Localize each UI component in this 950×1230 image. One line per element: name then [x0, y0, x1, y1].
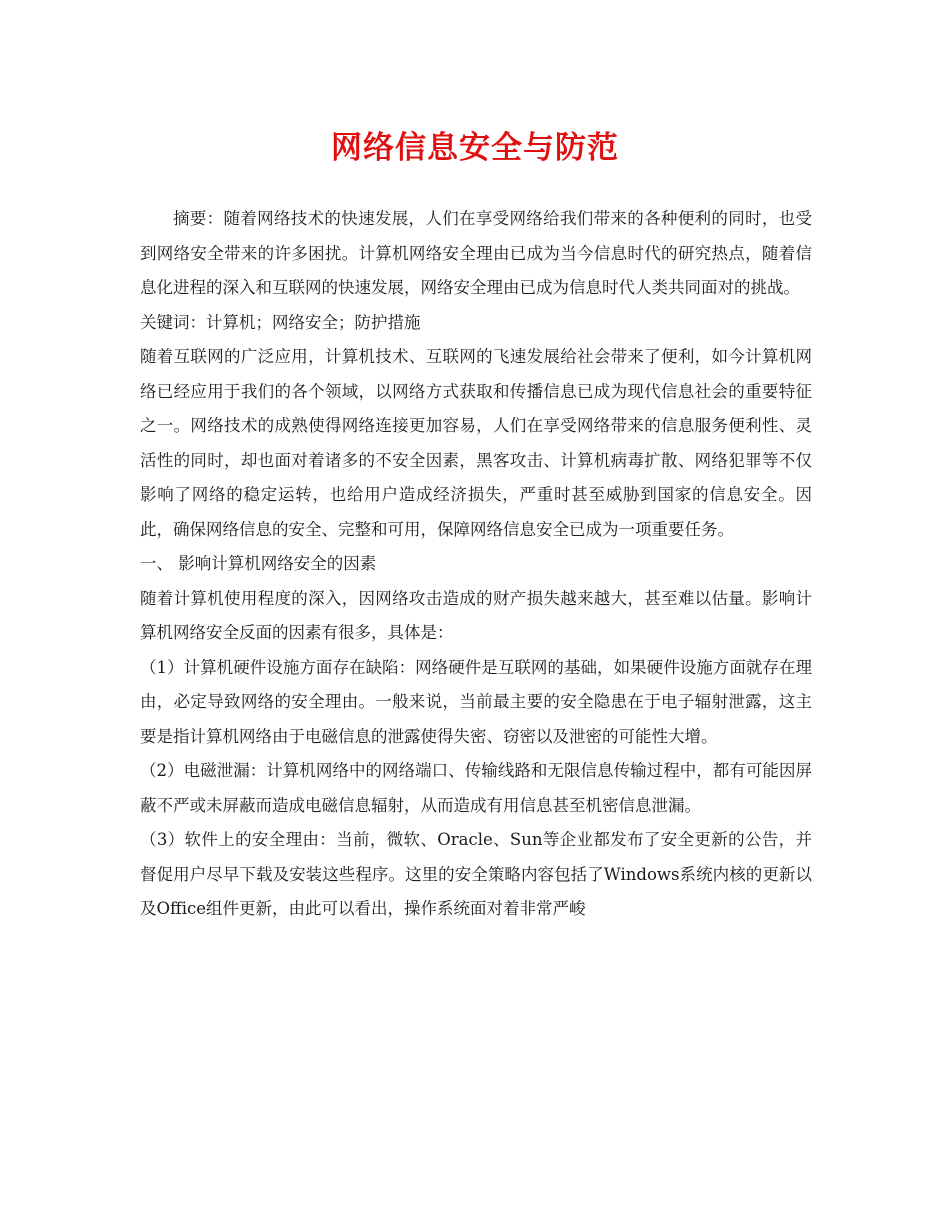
- abstract-paragraph: 摘要：随着网络技术的快速发展，人们在享受网络给我们带来的各种便利的同时，也受到网络安全带来的许多困扰。计算机网络安全理由已成为当今信息时代的研究热点，随着信息化进程的深入和互联网的快速发展，网络安全理由已成为信息时代人类共同面对的挑战。: [140, 209, 812, 297]
- intro-paragraph: 随着互联网的广泛应用，计算机技术、互联网的飞速发展给社会带来了便利，如今计算机网络已经应用于我们的各个领域，以网络方式获取和传播信息已成为现代信息社会的重要特征之一。网络技术的成熟使得网络连接更加容易，人们在享受网络带来的信息服务便利性、灵活性的同时，却也面对着诸多的不安全因素，黑客攻击、计算机病毒扩散、网络犯罪等不仅影响了网络的稳定运转，也给用户造成经济损失，严重时甚至威胁到国家的信息安全。因此，确保网络信息的安全、完整和可用，保障网络信息安全已成为一项重要任务。: [140, 347, 812, 539]
- list-item-software: （3）软件上的安全理由：当前，微软、Oracle、Sun等企业都发布了安全更新的公告，并督促用户尽早下载及安装这些程序。这里的安全策略内容包括了Windows系统内核的更新以及Office组件更新，由此可以看出，操作系统面对着非常严峻: [140, 830, 812, 918]
- section-intro-paragraph: 随着计算机使用程度的深入，因网络攻击造成的财产损失越来越大，甚至难以估量。影响计算机网络安全反面的因素有很多，具体是：: [140, 588, 812, 642]
- document-title: 网络信息安全与防范: [331, 130, 619, 166]
- keywords-line: 关键词：计算机；网络安全；防护措施: [140, 312, 421, 332]
- section-heading: 一、 影响计算机网络安全的因素: [140, 554, 377, 573]
- list-item-electromagnetic: （2）电磁泄漏：计算机网络中的网络端口、传输线路和无限信息传输过程中，都有可能因屏蔽不严或未屏蔽而造成电磁信息辐射，从而造成有用信息甚至机密信息泄漏。: [140, 761, 812, 815]
- document-body: [140, 202, 812, 927]
- list-item-hardware: （1）计算机硬件设施方面存在缺陷：网络硬件是互联网的基础，如果硬件设施方面就存在理由，必定导致网络的安全理由。一般来说，当前最主要的安全隐患在于电子辐射泄露，这主要是指计算机网络由于电磁信息的泄露使得失密、窃密以及泄密的可能性大增。: [140, 657, 812, 746]
